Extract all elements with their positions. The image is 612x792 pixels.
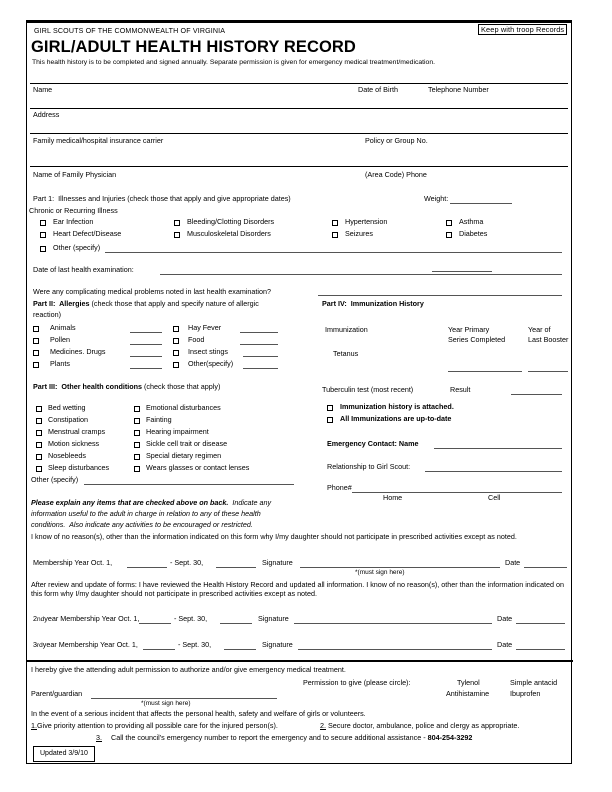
label-ear-infection: Ear Infection — [53, 217, 94, 226]
other-illness-input-line[interactable] — [105, 252, 562, 253]
label-nosebleeds: Nosebleeds — [48, 451, 86, 460]
membership-year1-date-input[interactable] — [524, 567, 567, 568]
checkbox-allergy-plants[interactable] — [33, 362, 39, 368]
emergency-step-2-number: 2. — [320, 721, 326, 730]
part3-heading-rest: (check those that apply) — [142, 382, 221, 391]
membership-year2-signature-input[interactable] — [294, 623, 492, 624]
form-subtitle: This health history is to be completed and signed annually. Separate permission is given for emergency medical treatment/medication. — [32, 59, 435, 66]
membership-year3-number: 3 — [33, 640, 37, 649]
emergency-step-1-text: Give priority attention to providing all possible care for the injured person(s). — [37, 721, 278, 730]
medication-antihistamine[interactable]: Antihistamine — [446, 689, 490, 698]
checkbox-menstrual-cramps[interactable] — [36, 430, 42, 436]
allergy-other-input-line[interactable] — [243, 368, 278, 369]
tetanus-label: Tetanus — [333, 349, 359, 358]
last-exam-label: Date of last health examination: — [33, 265, 134, 274]
label-other-illness: Other (specify) — [53, 243, 101, 252]
parent-guardian-label: Parent/guardian — [31, 689, 83, 698]
permission-to-give-label: Permission to give (please circle): — [303, 678, 411, 687]
label-diabetes: Diabetes — [459, 229, 488, 238]
must-sign-note-2: *(must sign here) — [141, 700, 191, 707]
membership-year3-date-label: Date — [497, 640, 513, 649]
year-primary-header-line1: Year Primary — [448, 325, 490, 334]
membership-year2-date-input[interactable] — [516, 623, 565, 624]
checkbox-nosebleeds[interactable] — [36, 454, 42, 460]
checkbox-immunizations-uptodate[interactable] — [327, 417, 333, 423]
label-constipation: Constipation — [48, 415, 88, 424]
membership-year1-end-input[interactable] — [216, 567, 256, 568]
incident-statement: In the event of a serious incident that affects the personal health, safety and welfare of girls or volunteers. — [31, 709, 366, 718]
allergy-food-input-line[interactable] — [240, 344, 278, 345]
parent-guardian-signature-input[interactable] — [91, 698, 277, 699]
year-primary-header-line2: Series Completed — [448, 335, 506, 344]
emergency-step-2 — [320, 722, 519, 730]
checkbox-heart-defect[interactable] — [40, 232, 46, 238]
label-immunization-attached: Immunization history is attached. — [340, 402, 454, 411]
checkbox-sleep-disturbances[interactable] — [36, 466, 42, 472]
membership-year2-signature-label: Signature — [258, 614, 289, 623]
chronic-illness-label: Chronic or Recurring Illness — [29, 206, 118, 215]
checkbox-bed-wetting[interactable] — [36, 406, 42, 412]
label-bed-wetting: Bed wetting — [48, 403, 86, 412]
emergency-contact-input-line[interactable] — [434, 448, 562, 449]
policy-label: Policy or Group No. — [365, 136, 428, 145]
weight-input-line[interactable] — [450, 203, 512, 204]
last-exam-input-line[interactable] — [160, 274, 562, 275]
checkbox-fainting[interactable] — [134, 418, 140, 424]
insurance-label: Family medical/hospital insurance carrier — [33, 136, 164, 145]
membership-year2-end-input[interactable] — [220, 623, 252, 624]
address-row-rule — [30, 108, 568, 109]
label-fainting: Fainting — [146, 415, 172, 424]
page-title: GIRL/ADULT HEALTH HISTORY RECORD — [31, 38, 356, 56]
part1-heading: Part 1: Illnesses and Injuries (check those that apply and give appropriate dates) — [33, 194, 291, 203]
part4-heading: Part IV: Immunization History — [322, 299, 424, 308]
allergy-animals-input-line[interactable] — [130, 332, 162, 333]
tuberculin-result-label: Result — [450, 385, 471, 394]
last-booster-header-line2: Last Booster — [528, 335, 569, 344]
tetanus-year-primary-input-line[interactable] — [448, 371, 522, 372]
relationship-label: Relationship to Girl Scout: — [327, 462, 411, 471]
checkbox-diabetes[interactable] — [446, 232, 452, 238]
checkbox-special-dietary[interactable] — [134, 454, 140, 460]
tuberculin-result-input-line[interactable] — [511, 394, 562, 395]
last-booster-header-line1: Year of — [528, 325, 551, 334]
membership-year1-label-a: Membership Year Oct. 1, — [33, 558, 113, 567]
part3-other-input-line[interactable] — [84, 484, 294, 485]
emergency-contact-label: Emergency Contact: Name — [327, 439, 419, 448]
explain-line3: conditions. Also indicate any activities to be encouraged or restricted. — [31, 520, 253, 529]
membership-year2-start-input[interactable] — [139, 623, 171, 624]
explain-heading — [31, 499, 271, 507]
membership-year2-text: year Membership Year Oct. 1, — [44, 614, 140, 623]
organization-name: GIRL SCOUTS OF THE COMMONWEALTH OF VIRGINIA — [34, 27, 226, 35]
label-allergy-hay-fever: Hay Fever — [188, 323, 222, 332]
area-code-phone-label: (Area Code) Phone — [365, 170, 427, 179]
membership-year3-end-input[interactable] — [224, 649, 256, 650]
emergency-step-1-number: 1. — [31, 721, 37, 730]
insurance-row-rule — [30, 133, 568, 134]
medication-simple-antacid[interactable]: Simple antacid — [510, 678, 558, 687]
checkbox-hearing-impairment[interactable] — [134, 430, 140, 436]
explain-line2: information useful to the adult in charge in relation to any of these health — [31, 509, 261, 518]
emergency-step-2-text: Secure doctor, ambulance, police and clergy as appropriate. — [326, 721, 520, 730]
membership-year2-ordinal: nd — [37, 616, 45, 623]
emergency-step-1 — [31, 722, 278, 730]
physician-label: Name of Family Physician — [33, 170, 117, 179]
complicating-problems-label: Were any complicating medical problems noted in last health examination? — [33, 287, 271, 296]
part3-other-label: Other (specify) — [31, 475, 79, 484]
medication-ibuprofen[interactable]: Ibuprofen — [510, 689, 541, 698]
membership-year3-signature-label: Signature — [262, 640, 293, 649]
emergency-step-3-number: 3. — [96, 733, 102, 742]
home-phone-label: Home — [383, 493, 403, 502]
part3-heading-bold: Part III: Other health conditions — [33, 382, 143, 391]
checkbox-seizures[interactable] — [332, 232, 338, 238]
checkbox-allergy-food[interactable] — [173, 338, 179, 344]
emergency-step-3-text: Call the council's emergency number to report the emergency and to secure additional assistance - — [111, 733, 428, 742]
council-emergency-phone: 804-254-3292 — [427, 733, 473, 742]
part2-heading — [33, 300, 259, 308]
label-sickle-cell: Sickle cell trait or disease — [146, 439, 228, 448]
keep-with-troop-records-badge: Keep with troop Records — [478, 24, 567, 35]
checkbox-immunization-attached[interactable] — [327, 405, 333, 411]
cell-phone-label: Cell — [488, 493, 501, 502]
label-menstrual-cramps: Menstrual cramps — [48, 427, 106, 436]
label-bleeding-disorders: Bleeding/Clotting Disorders — [187, 217, 275, 226]
checkbox-musculoskeletal[interactable] — [174, 232, 180, 238]
part3-heading — [33, 383, 220, 391]
name-label: Name — [33, 85, 53, 94]
label-allergy-food: Food — [188, 335, 205, 344]
last-exam-input-line-2[interactable] — [432, 271, 492, 272]
membership-year2-label — [33, 615, 139, 623]
must-sign-note-1: *(must sign here) — [355, 569, 405, 576]
label-immunizations-uptodate: All Immunizations are up-to-date — [340, 414, 452, 423]
section-divider — [27, 660, 573, 662]
explain-bold-italic: Please explain any items that are checked above on back. — [31, 498, 229, 507]
allergy-hay-fever-input-line[interactable] — [240, 332, 278, 333]
membership-year3-label — [33, 641, 138, 649]
label-motion-sickness: Motion sickness — [48, 439, 100, 448]
tuberculin-test-label: Tuberculin test (most recent) — [322, 385, 414, 394]
explain-italic-rest: Indicate any — [228, 498, 272, 507]
label-sleep-disturbances: Sleep disturbances — [48, 463, 110, 472]
emergency-step-3 — [96, 734, 472, 742]
physician-row-rule — [30, 166, 568, 167]
checkbox-motion-sickness[interactable] — [36, 442, 42, 448]
label-special-dietary: Special dietary regimen — [146, 451, 222, 460]
checkbox-allergy-pollen[interactable] — [33, 338, 39, 344]
label-allergy-insect-stings: Insect stings — [188, 347, 228, 356]
membership-year3-text: year Membership Year Oct. 1, — [42, 640, 138, 649]
membership-year1-signature-input[interactable] — [300, 567, 500, 568]
membership-year2-number: 2 — [33, 614, 37, 623]
form-outer-frame — [26, 20, 572, 764]
membership-year3-label-b: - Sept. 30, — [178, 640, 212, 649]
checkbox-bleeding-disorders[interactable] — [174, 220, 180, 226]
checkbox-wears-glasses[interactable] — [134, 466, 140, 472]
label-musculoskeletal: Musculoskeletal Disorders — [187, 229, 271, 238]
permission-statement: I hereby give the attending adult permission to authorize and/or give emergency medical treatment. — [31, 665, 346, 674]
label-heart-defect: Heart Defect/Disease — [53, 229, 122, 238]
label-hearing-impairment: Hearing impairment — [146, 427, 209, 436]
allergy-pollen-input-line[interactable] — [130, 344, 162, 345]
label-allergy-medicines: Medicines. Drugs — [50, 347, 106, 356]
dob-label: Date of Birth — [358, 85, 398, 94]
complicating-problems-input-line[interactable] — [318, 295, 562, 296]
label-asthma: Asthma — [459, 217, 484, 226]
label-emotional-disturbances: Emotional disturbances — [146, 403, 221, 412]
allergy-medicines-input-line[interactable] — [130, 356, 162, 357]
membership-year1-date-label: Date — [505, 558, 521, 567]
allergy-insect-stings-input-line[interactable] — [243, 356, 278, 357]
checkbox-allergy-insect-stings[interactable] — [173, 350, 179, 356]
checkbox-other-illness[interactable] — [40, 246, 46, 252]
part2-heading-line2: reaction) — [33, 310, 61, 319]
part2-heading-rest: (check those that apply and specify nature of allergic — [89, 299, 259, 308]
checkbox-hypertension[interactable] — [332, 220, 338, 226]
checkbox-ear-infection[interactable] — [40, 220, 46, 226]
membership-year3-date-input[interactable] — [516, 649, 565, 650]
membership-year2-date-label: Date — [497, 614, 513, 623]
weight-label: Weight: — [424, 194, 449, 203]
name-row-rule — [30, 83, 568, 84]
updated-stamp: Updated 3/9/10 — [33, 746, 95, 762]
membership-year2-label-b: - Sept. 30, — [174, 614, 208, 623]
label-allergy-other: Other(specify) — [188, 359, 234, 368]
label-allergy-plants: Plants — [50, 359, 70, 368]
address-label: Address — [33, 110, 60, 119]
relationship-input-line[interactable] — [425, 471, 562, 472]
checkbox-asthma[interactable] — [446, 220, 452, 226]
emergency-phone-label: Phone# — [327, 483, 352, 492]
membership-year1-label-b: - Sept. 30, — [170, 558, 204, 567]
checkbox-allergy-medicines[interactable] — [33, 350, 39, 356]
part2-heading-bold: Part II: Allergies — [33, 299, 90, 308]
label-wears-glasses: Wears glasses or contact lenses — [146, 463, 250, 472]
membership-year3-ordinal: rd — [37, 642, 43, 649]
membership-year1-start-input[interactable] — [127, 567, 167, 568]
checkbox-allergy-hay-fever[interactable] — [173, 326, 179, 332]
checkbox-emotional-disturbances[interactable] — [134, 406, 140, 412]
membership-year3-start-input[interactable] — [143, 649, 175, 650]
membership-year3-signature-input[interactable] — [298, 649, 492, 650]
checkbox-sickle-cell[interactable] — [134, 442, 140, 448]
membership-year1-signature-label: Signature — [262, 558, 293, 567]
immunization-column-header: Immunization — [325, 325, 368, 334]
label-allergy-animals: Animals — [50, 323, 76, 332]
medication-tylenol[interactable]: Tylenol — [457, 678, 480, 687]
explain-plain-statement: I know of no reason(s), other than the information indicated on this form why I/my daughter should not participate in prescribed activities except as noted. — [31, 532, 517, 541]
label-hypertension: Hypertension — [345, 217, 388, 226]
checkbox-constipation[interactable] — [36, 418, 42, 424]
checkbox-allergy-animals[interactable] — [33, 326, 39, 332]
allergy-plants-input-line[interactable] — [130, 368, 162, 369]
label-seizures: Seizures — [345, 229, 373, 238]
label-allergy-pollen: Pollen — [50, 335, 70, 344]
checkbox-allergy-other[interactable] — [173, 362, 179, 368]
telephone-label: Telephone Number — [428, 85, 489, 94]
review-statement: After review and update of forms: I have reviewed the Health History Record and updated all information. I know of no reason(s), other than the information indicated on this form why I/my daughter should not participate in prescribed activities except as noted. — [31, 580, 564, 599]
tetanus-booster-input-line[interactable] — [528, 371, 568, 372]
